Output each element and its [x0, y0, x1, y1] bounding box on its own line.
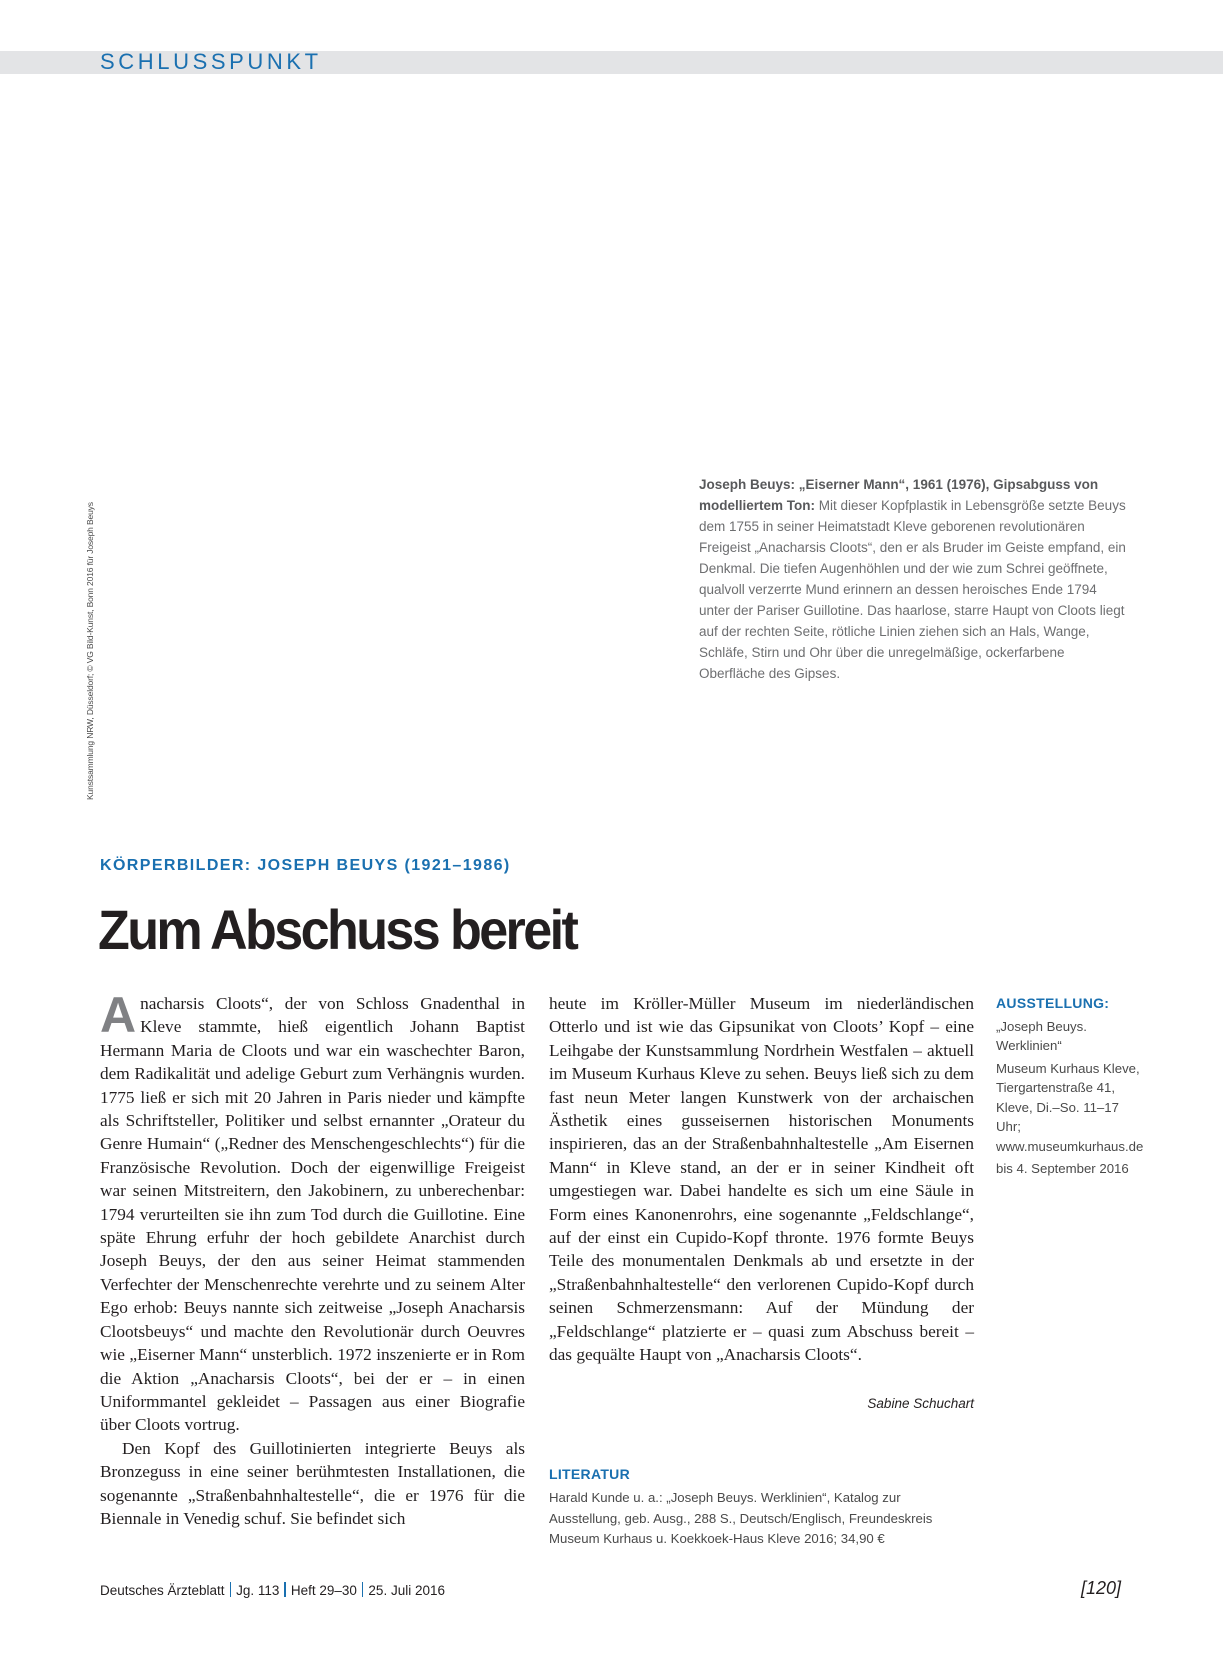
page-number: [120]: [1080, 1578, 1121, 1598]
footer-journal: Deutsches Ärzteblatt: [100, 1583, 225, 1598]
figure-caption: [699, 474, 1129, 684]
author-byline: Sabine Schuchart: [867, 1396, 974, 1411]
literature-text: Harald Kunde u. a.: „Joseph Beuys. Werklinien“, Katalog zur Ausstellung, geb. Ausg., 288 S., Deutsch/Englisch, Freundeskreis Museum Kurhaus u. Koekkoek-Haus Kleve 2016; 34,90 €: [549, 1490, 933, 1546]
exhibition-dates: bis 4. September 2016: [996, 1161, 1129, 1176]
page-footer: [100, 1582, 445, 1598]
paragraph-1-text: nacharsis Cloots“, der von Schloss Gnadenthal in Kleve stammte, hieß eigentlich Johann Baptist Hermann Maria de Cloots und war ein waschechter Baron, dem Radikalität und adelige Geburt zum Verhängnis wurden. 1775 ließ er sich mit 20 Jahren in Paris nieder und kämpfte als Schriftsteller, Politiker und selbst ernannter „Orateur du Genre Humain“ („Redner des Menschengeschlechts“) für die Französische Revolution. Doch der eigenwillige Freigeist war seinen Mitstreitern, den Jakobinern, zu unberechenbar: 1794 verurteilten sie ihn zum Tod durch die Guillotine. Eine späte Ehrung erfuhr der hoch gebildete Anarchist durch Joseph Beuys, der den aus seiner Heimat stammenden Verfechter der Menschenrechte verehrte und zu seinem Alter Ego erhob: Beuys nannte sich zeitweise „Joseph Anacharsis Clootsbeuys“ und machte den Revolutionär durch Oeuvres wie „Eiserner Mann“ unsterblich. 1972 inszenierte er in Rom die Aktion „Anacharsis Cloots“, bei der er – in einen Uniformmantel gekleidet – Passagen aus einer Biografie über Cloots vortrug.: [100, 994, 525, 1435]
footer-date: 25. Juli 2016: [368, 1583, 445, 1598]
exhibition-box: [996, 994, 1146, 1182]
footer-volume: Jg. 113: [236, 1583, 280, 1598]
article-paragraph-1: [100, 987, 525, 1437]
article-column-2: [549, 992, 974, 1367]
article-column-1: [100, 987, 525, 1530]
article-paragraph-2-continued: heute im Kröller-Müller Museum im niederländischen Otterlo und ist wie das Gipsunikat von Cloots’ Kopf – eine Leihgabe der Kunstsammlung Nordrhein Westfalen – aktuell im Museum Kurhaus Kleve zu sehen. Beuys ließ sich zu dem fast neun Meter langen Kunstwerk von der archaischen Ästhetik eines gusseisernen historischen Monuments inspirieren, das an der Straßenbahnhaltestelle „Am Eisernen Mann“ in Kleve stand, an der er in seiner Kindheit oft umgestiegen war. Dabei handelte es sich um eine Säule in Form eines Kanonenrohrs, eine sogenannte „Feldschlange“, auf der einst ein Cupido-Kopf thronte. 1976 formte Beuys Teile des monumentalen Denkmals ab und ersetzte in der „Straßenbahnhaltestelle“ den verlorenen Cupido-Kopf durch seinen Schmerzensmann: Auf der Mündung der „Feldschlange“ platzierte er – quasi zum Abschuss bereit – das gequälte Haupt von „Anacharsis Cloots“.: [549, 994, 974, 1365]
article-paragraph-2: Den Kopf des Guillotinierten integrierte Beuys als Bronzeguss in eine seiner berühmtesten Installationen, die sogenannte „Straßenbahnhaltestelle“, die er 1976 für die Biennale in Venedig schuf. Sie befindet sich: [100, 1438, 525, 1528]
article-headline: Zum Abschuss bereit: [98, 898, 577, 961]
article-kicker: KÖRPERBILDER: JOSEPH BEUYS (1921–1986): [100, 857, 511, 874]
literature-heading: LITERATUR: [549, 1466, 630, 1482]
footer-separator: [230, 1582, 232, 1597]
caption-text: Mit dieser Kopfplastik in Lebensgröße setzte Beuys dem 1755 in seiner Heimatstadt Kleve geborenen revolutionären Freigeist „Anacharsis Cloots“, den er als Bruder im Geiste empfand, ein Denkmal. Die tiefen Augenhöhlen und der wie zum Schrei geöffnete, qualvoll verzerrte Mund erinnern an dessen heroisches Ende 1794 unter der Pariser Guillotine. Das haarlose, starre Haupt von Cloots liegt auf der rechten Seite, rötliche Linien ziehen sich an Hals, Wange, Schläfe, Stirn und Ohr über die unregelmäßige, ockerfarbene Oberfläche des Gipses.: [699, 498, 1126, 681]
exhibition-title: „Joseph Beuys. Werklinien“: [996, 1018, 1087, 1053]
footer-separator: [362, 1582, 364, 1597]
drop-cap: A: [100, 987, 137, 1043]
photo-credit: Kunstsammlung NRW, Düsseldorf; © VG Bild-Kunst, Bonn 2016 für Joseph Beuys: [85, 502, 95, 800]
exhibition-venue: Museum Kurhaus Kleve, Tiergartenstraße 41, Kleve, Di.–So. 11–17 Uhr; www.museumkurhaus.de: [996, 1060, 1144, 1154]
section-label: SCHLUSSPUNKT: [100, 49, 322, 74]
footer-separator: [284, 1582, 286, 1597]
footer-issue: Heft 29–30: [290, 1583, 357, 1598]
exhibition-heading: AUSSTELLUNG:: [996, 995, 1110, 1011]
caption-lead: Joseph Beuys: „Eiserner Mann“, 1961 (1976), Gipsabguss von modelliertem Ton:: [699, 477, 1099, 513]
